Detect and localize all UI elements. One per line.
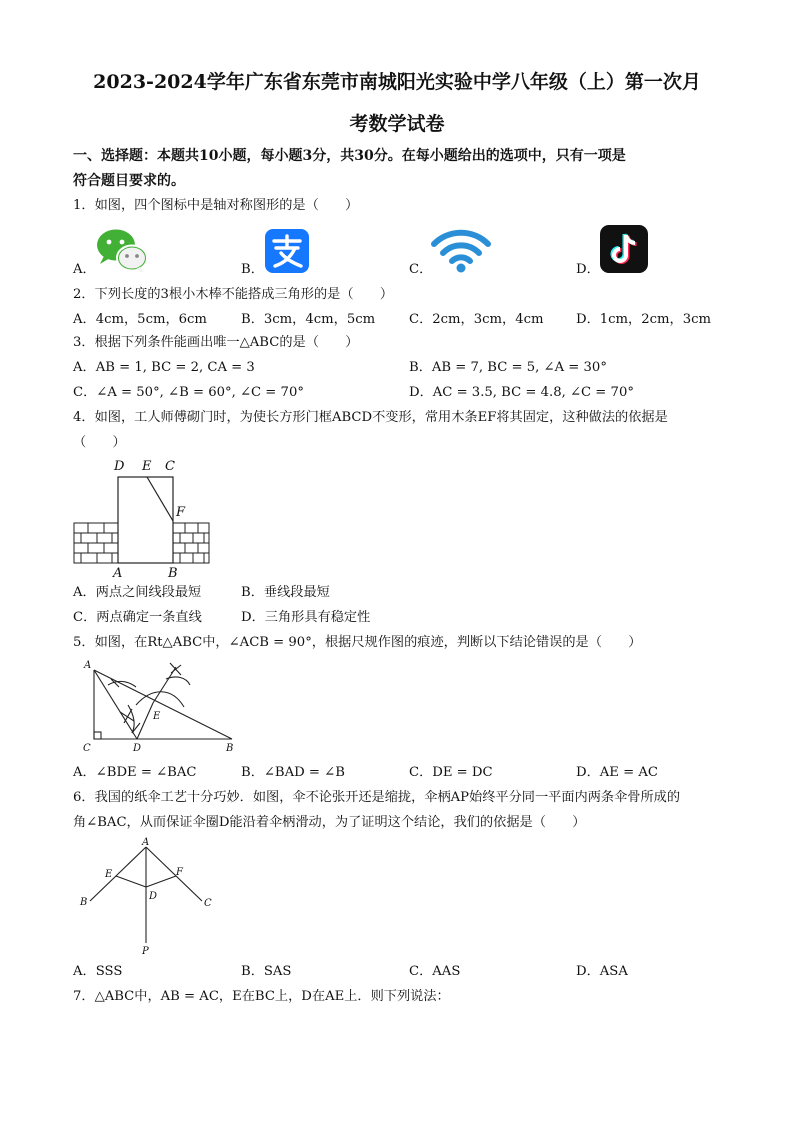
q5-option-b: B．∠BAD = ∠B xyxy=(241,765,345,780)
q1-option-d-label: D． xyxy=(576,262,600,277)
q4-stem-line-1: 4．如图，工人师傅砌门时，为使长方形门框ABCD不变形，常用木条EF将其固定，这种做法的依据是 xyxy=(73,410,668,425)
q4-label-f: F xyxy=(176,505,186,520)
q4-option-c: C．两点确定一条直线 xyxy=(73,610,202,625)
wifi-icon xyxy=(430,226,492,274)
q4-option-a: A．两点之间线段最短 xyxy=(73,585,202,600)
q4-door-figure xyxy=(72,455,214,580)
wechat-icon xyxy=(96,228,150,274)
q4-option-b: B．垂线段最短 xyxy=(241,585,330,600)
q6-option-c: C．AAS xyxy=(409,964,461,979)
q2-option-d: D．1cm，2cm，3cm xyxy=(576,312,711,327)
q4-label-b: B xyxy=(168,566,178,581)
q2-option-a: A．4cm，5cm，6cm xyxy=(73,312,207,327)
q5-label-c: C xyxy=(83,743,91,754)
q7-stem: 7．△ABC中，AB = AC，E在BC上，D在AE上．则下列说法： xyxy=(73,989,450,1004)
q6-umbrella-figure xyxy=(78,835,218,957)
q6-label-e: E xyxy=(105,869,113,880)
q6-option-b: B．SAS xyxy=(241,964,292,979)
q4-option-d: D．三角形具有稳定性 xyxy=(241,610,371,625)
q4-label-c: C xyxy=(165,459,175,474)
section-header-line-1: 一、选择题：本题共10小题，每小题3分，共30分。在每小题给出的选项中，只有一项是 xyxy=(73,148,626,164)
q2-stem: 2．下列长度的3根小木棒不能搭成三角形的是（ ） xyxy=(73,287,394,302)
q5-option-d: D．AE = AC xyxy=(576,765,658,780)
q5-label-b: B xyxy=(226,743,234,754)
q6-label-p: P xyxy=(142,946,149,957)
q3-option-d: D．AC = 3.5, BC = 4.8, ∠C = 70° xyxy=(409,385,634,400)
tiktok-icon xyxy=(600,225,648,273)
q6-stem-line-2: 角∠BAC，从而保证伞圈D能沿着伞柄滑动，为了证明这个结论，我们的依据是（ ） xyxy=(73,815,586,830)
q1-stem: 1．如图，四个图标中是轴对称图形的是（ ） xyxy=(73,198,359,213)
q5-stem: 5．如图，在Rt△ABC中，∠ACB = 90°，根据尺规作图的痕迹，判断以下结论错误的是（ ） xyxy=(73,635,642,650)
q6-stem-line-1: 6．我国的纸伞工艺十分巧妙．如图，伞不论张开还是缩拢，伞柄AP始终平分同一平面内两条伞骨所成的 xyxy=(73,790,681,805)
q6-label-c: C xyxy=(204,898,212,909)
q5-label-e: E xyxy=(153,711,161,722)
title-line-2: 考数学试卷 xyxy=(349,113,445,135)
q5-option-a: A．∠BDE = ∠BAC xyxy=(73,765,197,780)
q4-stem-line-2: （ ） xyxy=(73,435,126,450)
q4-label-a: A xyxy=(113,566,123,581)
q6-option-a: A．SSS xyxy=(73,964,123,979)
title-line-1: 2023-2024学年广东省东莞市南城阳光实验中学八年级（上）第一次月 xyxy=(93,71,701,93)
alipay-icon xyxy=(265,229,309,273)
q6-option-d: D．ASA xyxy=(576,964,628,979)
q5-option-c: C．DE = DC xyxy=(409,765,493,780)
q4-label-e: E xyxy=(142,459,152,474)
q1-option-c-label: C． xyxy=(409,262,433,277)
q3-option-b: B．AB = 7, BC = 5, ∠A = 30° xyxy=(409,360,607,375)
q5-triangle-figure xyxy=(80,657,245,757)
q5-label-d: D xyxy=(133,743,142,754)
q5-label-a: A xyxy=(84,660,92,671)
q6-label-a: A xyxy=(142,837,150,848)
q3-stem: 3．根据下列条件能画出唯一△ABC的是（ ） xyxy=(73,335,359,350)
q1-option-b-label: B． xyxy=(241,262,264,277)
section-header-line-2: 符合题目要求的。 xyxy=(73,173,185,189)
q3-option-a: A．AB = 1, BC = 2, CA = 3 xyxy=(73,360,255,375)
q6-label-f: F xyxy=(176,867,183,878)
q3-option-c: C．∠A = 50°, ∠B = 60°, ∠C = 70° xyxy=(73,385,304,400)
q1-option-a-label: A． xyxy=(73,262,96,277)
q6-label-d: D xyxy=(149,891,158,902)
q2-option-b: B．3cm，4cm，5cm xyxy=(241,312,376,327)
q2-option-c: C．2cm，3cm，4cm xyxy=(409,312,544,327)
q6-label-b: B xyxy=(80,897,88,908)
q4-label-d: D xyxy=(114,459,125,474)
